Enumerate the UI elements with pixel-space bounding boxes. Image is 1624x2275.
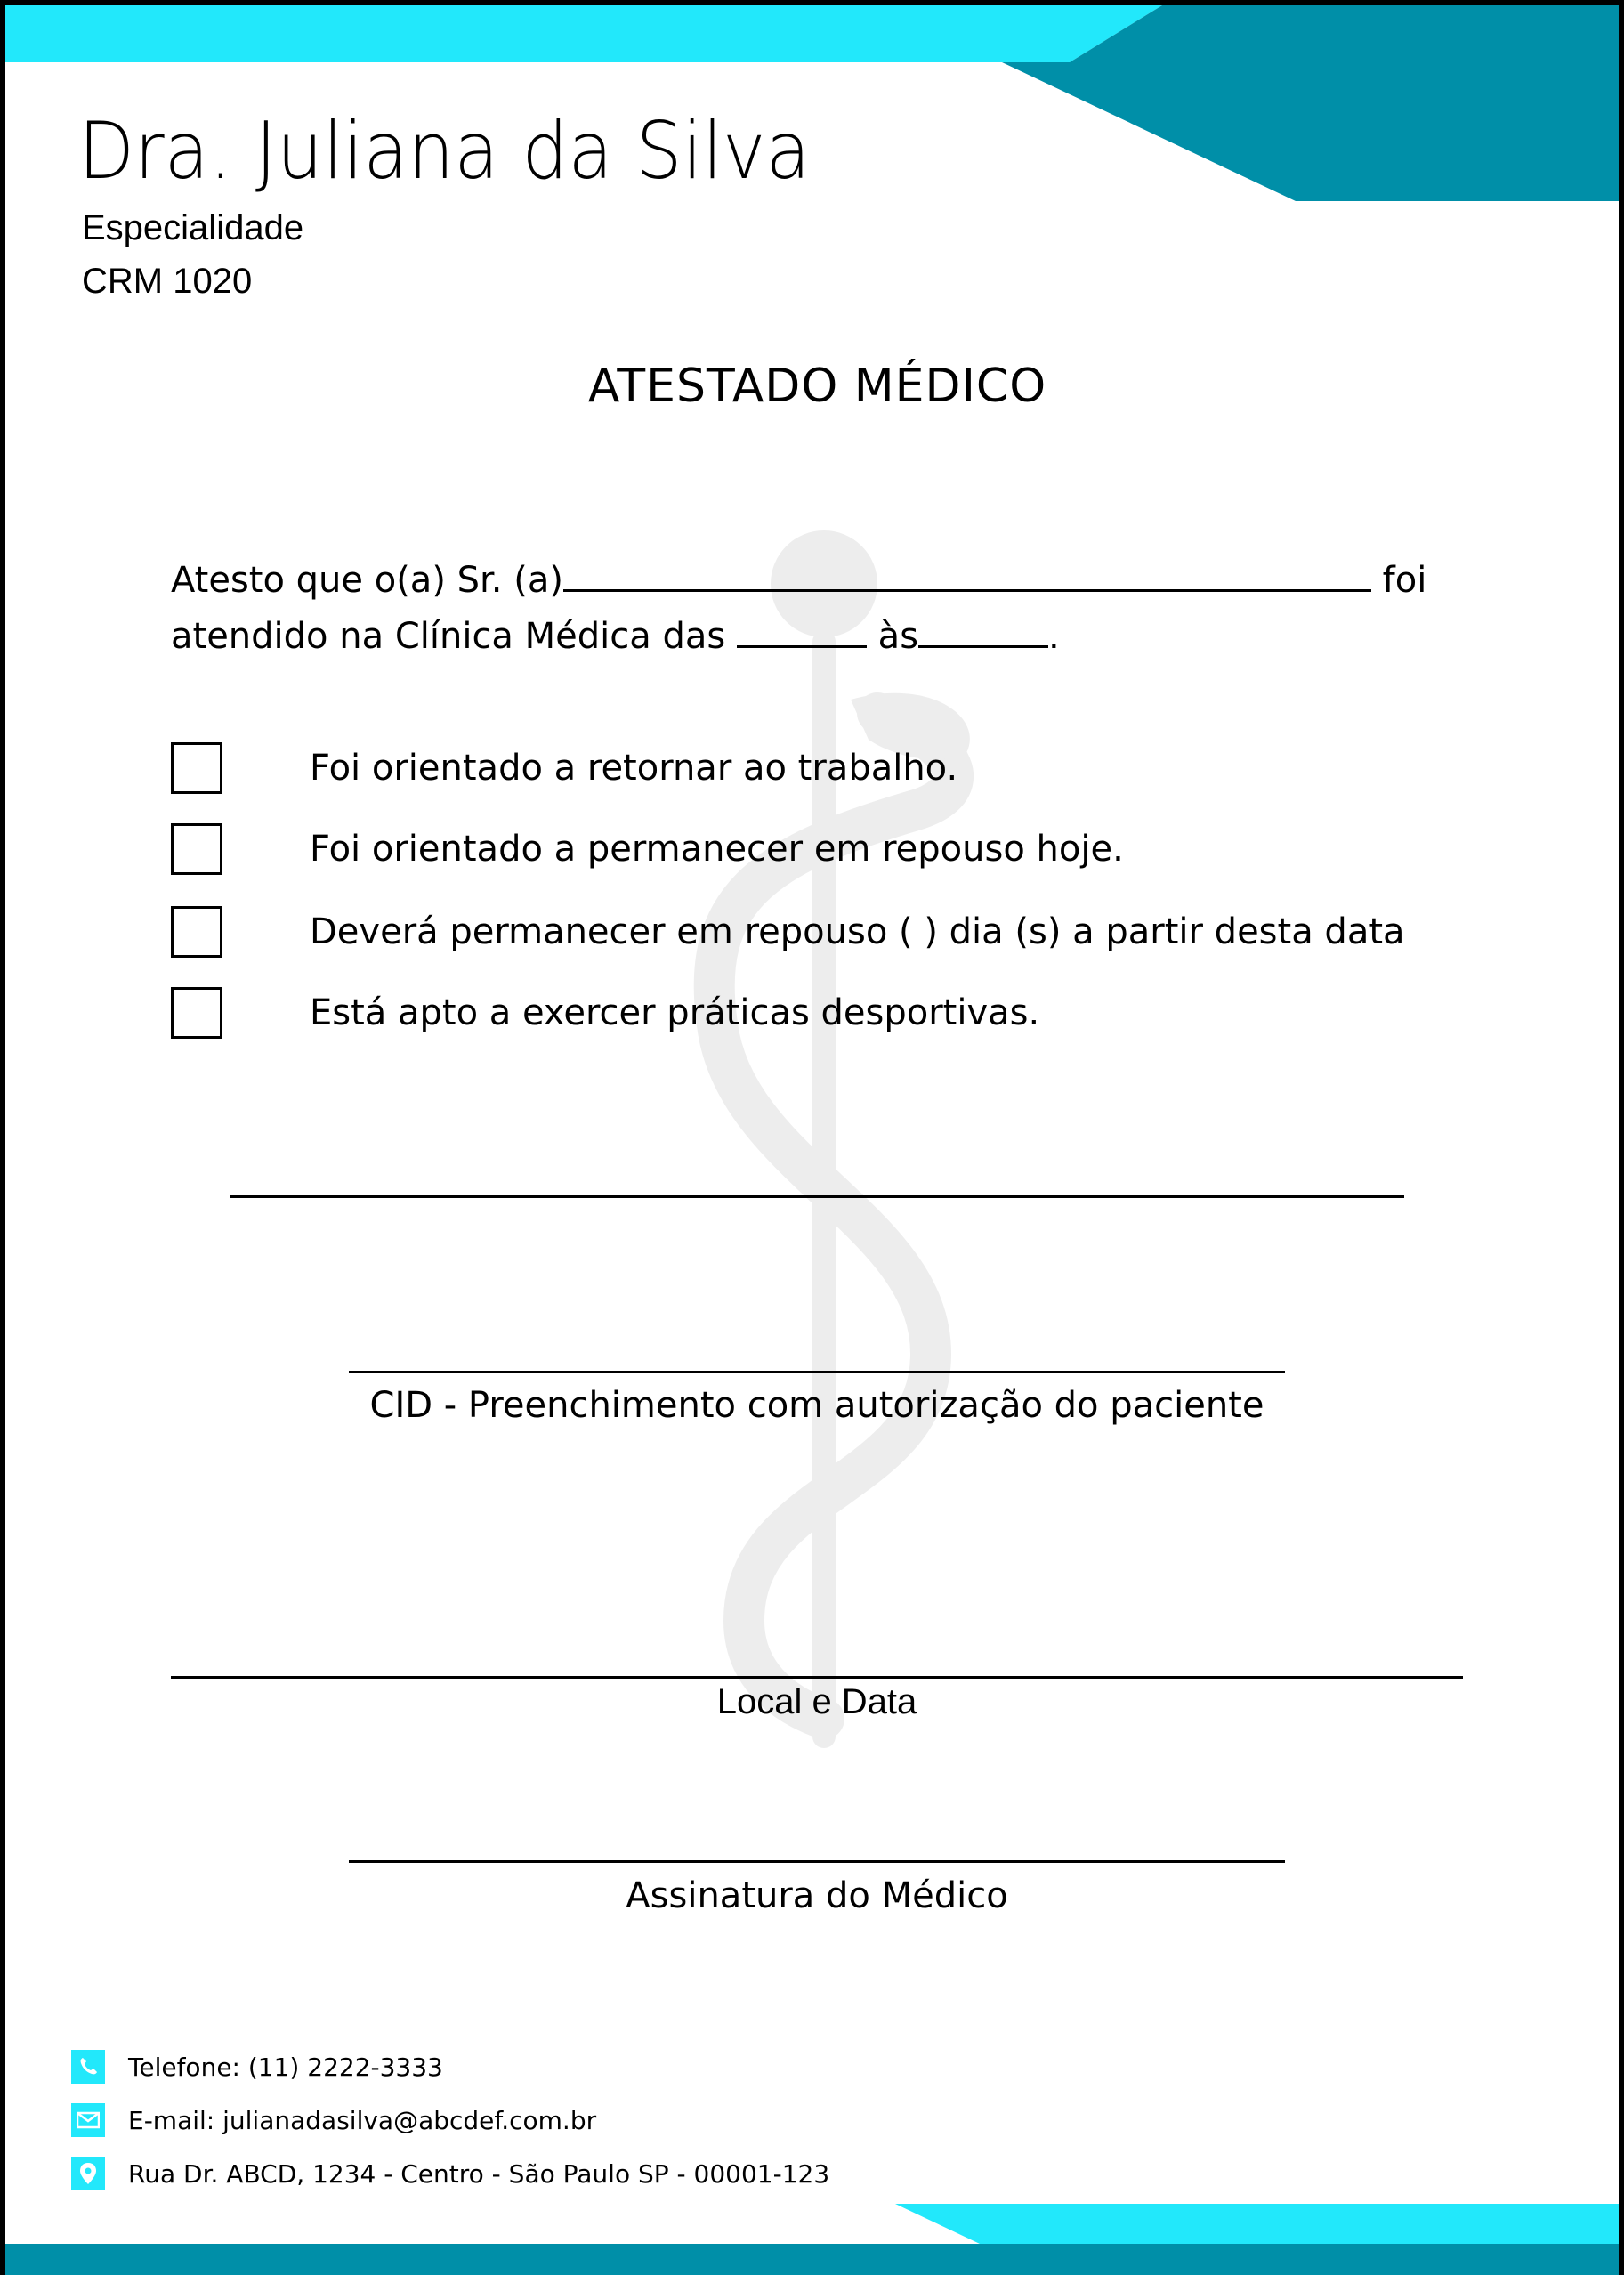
contact-address — [71, 2156, 829, 2191]
option-label: Está apto a exercer práticas desportivas. — [310, 992, 1040, 1033]
doctor-specialty: Especialidade — [82, 208, 304, 247]
document-title: ATESTADO MÉDICO — [587, 360, 1047, 413]
statement-line2-mid: às — [866, 616, 919, 657]
option-rest-today — [171, 821, 1124, 878]
statement-prefix: Atesto que o(a) Sr. (a) — [171, 560, 563, 601]
end-time-field[interactable] — [918, 613, 1048, 648]
statement-line2-end: . — [1048, 616, 1060, 657]
checkbox-return-to-work[interactable] — [171, 742, 222, 794]
checkbox-rest-days[interactable] — [171, 906, 222, 958]
doctor-name: Dra. Juliana da Silva — [78, 105, 811, 197]
location-pin-icon — [71, 2157, 105, 2190]
address-text: Rua Dr. ABCD, 1234 - Centro - São Paulo SP - 00001-123 — [128, 2158, 830, 2189]
option-return-to-work — [171, 740, 957, 797]
option-label: Deverá permanecer em repouso ( ) dia (s) a partir desta data — [310, 911, 1405, 952]
option-label: Foi orientado a permanecer em repouso hoje. — [310, 829, 1124, 870]
statement-line-2 — [171, 613, 1060, 657]
cid-field-line[interactable] — [349, 1371, 1285, 1373]
phone-icon — [71, 2050, 105, 2084]
blank-line[interactable] — [230, 1195, 1404, 1198]
start-time-field[interactable] — [737, 613, 867, 648]
statement-line2-prefix: atendido na Clínica Médica das — [171, 616, 737, 657]
statement-line-1 — [171, 557, 1426, 601]
contact-email — [71, 2102, 596, 2138]
checkbox-rest-today[interactable] — [171, 823, 222, 875]
checkbox-sports-fit[interactable] — [171, 987, 222, 1039]
caduceus-watermark-icon — [646, 526, 1002, 1754]
phone-text: Telefone: (11) 2222-3333 — [128, 2052, 443, 2082]
option-rest-days — [171, 903, 1405, 960]
email-text: E-mail: julianadasilva@abcdef.com.br — [128, 2105, 597, 2135]
signature-field-line[interactable] — [349, 1860, 1285, 1863]
statement-suffix: foi — [1370, 560, 1427, 601]
email-icon — [71, 2103, 105, 2137]
local-data-field-line[interactable] — [171, 1676, 1463, 1679]
local-data-label: Local e Data — [716, 1682, 917, 1721]
contact-phone — [71, 2049, 443, 2085]
option-label: Foi orientado a retornar ao trabalho. — [310, 748, 958, 789]
patient-name-field[interactable] — [563, 557, 1371, 592]
cid-label: CID - Preenchimento com autorização do paciente — [369, 1385, 1264, 1426]
option-sports-fit — [171, 984, 1039, 1041]
signature-label: Assinatura do Médico — [626, 1875, 1008, 1916]
doctor-crm: CRM 1020 — [82, 262, 253, 301]
